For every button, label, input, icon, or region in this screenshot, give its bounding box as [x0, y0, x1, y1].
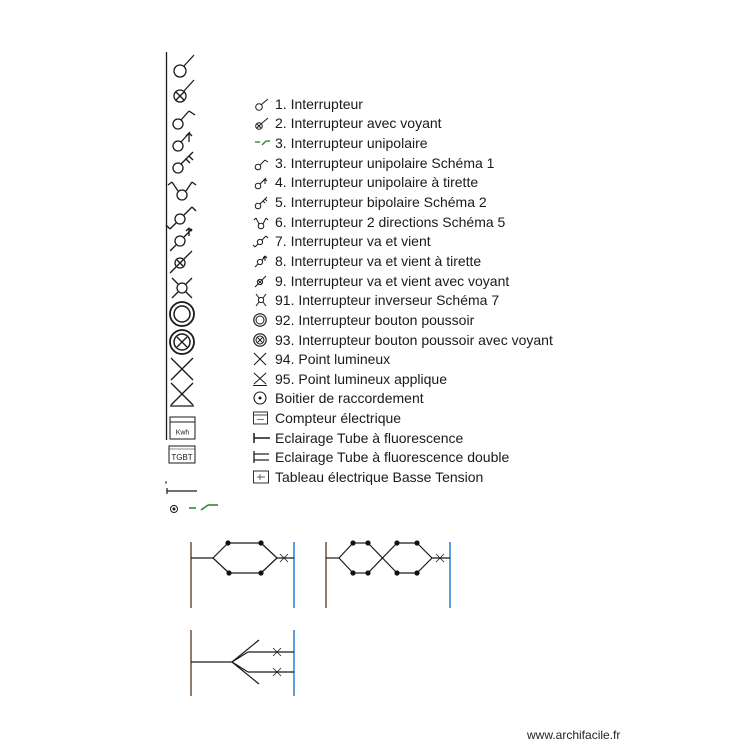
wall-light-icon — [252, 371, 275, 387]
legend-item — [252, 231, 553, 251]
palette-fluorescent-tube-icon[interactable] — [167, 488, 197, 494]
legend-label: Eclairage Tube à fluorescence double — [275, 449, 510, 466]
legend-item — [252, 330, 553, 350]
legend-item — [252, 153, 553, 173]
wiring-schematics — [191, 540, 450, 696]
schema-parallel-lights — [191, 630, 294, 696]
legend-item — [252, 290, 553, 310]
va-et-vient-indicator-switch-icon — [252, 273, 275, 289]
palette-inverter-switch-icon[interactable] — [172, 278, 192, 298]
palette-switch-icon[interactable] — [174, 55, 194, 77]
palette-electric-meter-icon[interactable] — [170, 417, 195, 439]
legend-label: 94. Point lumineux — [275, 351, 391, 368]
two-way-switch-icon — [252, 214, 275, 230]
palette-wall-light-icon[interactable] — [170, 383, 194, 406]
double-fluorescent-tube-icon — [252, 449, 275, 465]
legend-label: Tableau électrique Basse Tension — [275, 468, 484, 485]
legend-label: 6. Interrupteur 2 directions Schéma 5 — [275, 213, 506, 230]
palette-va-et-vient-switch-icon[interactable] — [166, 207, 196, 229]
single-pole-switch-icon — [252, 155, 275, 171]
legend-label: 9. Interrupteur va et vient avec voyant — [275, 272, 510, 289]
legend-label: 91. Interrupteur inverseur Schéma 7 — [275, 292, 500, 309]
palette-single-pole-switch-green-icon[interactable] — [189, 505, 218, 510]
legend-item — [252, 271, 553, 291]
legend-label: 8. Interrupteur va et vient à tirette — [275, 252, 482, 269]
bipolar-switch-icon — [252, 194, 275, 210]
legend-item — [252, 467, 553, 487]
palette-push-button-indicator-icon[interactable] — [170, 330, 194, 354]
legend-label: 92. Interrupteur bouton poussoir — [275, 311, 475, 328]
palette-single-pole-switch-icon[interactable] — [173, 111, 195, 129]
pull-switch-icon — [252, 174, 275, 190]
palette-pull-switch-icon[interactable] — [173, 132, 192, 151]
palette-bipolar-switch-icon[interactable] — [173, 152, 193, 173]
palette-junction-box-icon[interactable] — [171, 506, 178, 513]
inverter-switch-icon — [252, 292, 275, 308]
legend-label: 5. Interrupteur bipolaire Schéma 2 — [275, 194, 487, 211]
legend-label: Boitier de raccordement — [275, 390, 424, 407]
legend-item — [252, 114, 553, 134]
low-voltage-panel-icon — [252, 469, 275, 485]
legend-item — [252, 408, 553, 428]
legend-label: 2. Interrupteur avec voyant — [275, 115, 442, 132]
legend-item — [252, 192, 553, 212]
palette-push-button-icon[interactable] — [170, 302, 194, 326]
palette-low-voltage-panel-icon[interactable] — [169, 446, 195, 463]
va-et-vient-switch-icon — [252, 233, 275, 249]
legend-label: 3. Interrupteur unipolaire Schéma 1 — [275, 154, 495, 171]
schema-simple-switch — [191, 540, 294, 608]
legend-label: 95. Point lumineux applique — [275, 370, 448, 387]
switch-icon — [252, 96, 275, 112]
legend-label: 4. Interrupteur unipolaire à tirette — [275, 174, 479, 191]
palette-va-et-vient-indicator-switch-icon[interactable] — [170, 251, 192, 273]
va-et-vient-pull-switch-icon — [252, 253, 275, 269]
legend-item — [252, 173, 553, 193]
legend-label: Eclairage Tube à fluorescence — [275, 429, 464, 446]
legend-label: Compteur électrique — [275, 410, 402, 427]
palette-panel-label: TGBT — [171, 453, 193, 462]
legend-item — [252, 349, 553, 369]
palette-meter-label: Kwh — [175, 429, 190, 437]
push-button-indicator-icon — [252, 332, 275, 348]
watermark: www.archifacile.fr — [527, 728, 621, 742]
push-button-icon — [252, 312, 275, 328]
single-pole-switch-green-icon — [252, 135, 275, 151]
junction-box-icon — [252, 390, 275, 406]
legend-label: 1. Interrupteur — [275, 95, 363, 112]
palette-switch-with-indicator-icon[interactable] — [174, 80, 194, 102]
palette-two-way-switch-icon[interactable] — [168, 182, 196, 200]
legend-item — [252, 133, 553, 153]
legend-item — [252, 389, 553, 409]
fluorescent-tube-icon — [252, 430, 275, 446]
legend-label: 3. Interrupteur unipolaire — [275, 135, 428, 152]
legend-item — [252, 369, 553, 389]
light-point-icon — [252, 351, 275, 367]
symbol-palette — [166, 52, 218, 513]
schema-two-way-switch — [326, 540, 450, 608]
legend-item — [252, 212, 553, 232]
symbol-legend — [252, 94, 553, 487]
palette-va-et-vient-pull-switch-icon[interactable] — [170, 228, 192, 251]
legend-item — [252, 428, 553, 448]
legend-item — [252, 310, 553, 330]
legend-label: 93. Interrupteur bouton poussoir avec voyant — [275, 331, 553, 348]
legend-label: 7. Interrupteur va et vient — [275, 233, 431, 250]
switch-with-indicator-icon — [252, 115, 275, 131]
palette-light-point-icon[interactable] — [171, 358, 193, 380]
legend-item — [252, 251, 553, 271]
legend-item — [252, 94, 553, 114]
electric-meter-icon — [252, 410, 275, 426]
legend-item — [252, 448, 553, 468]
